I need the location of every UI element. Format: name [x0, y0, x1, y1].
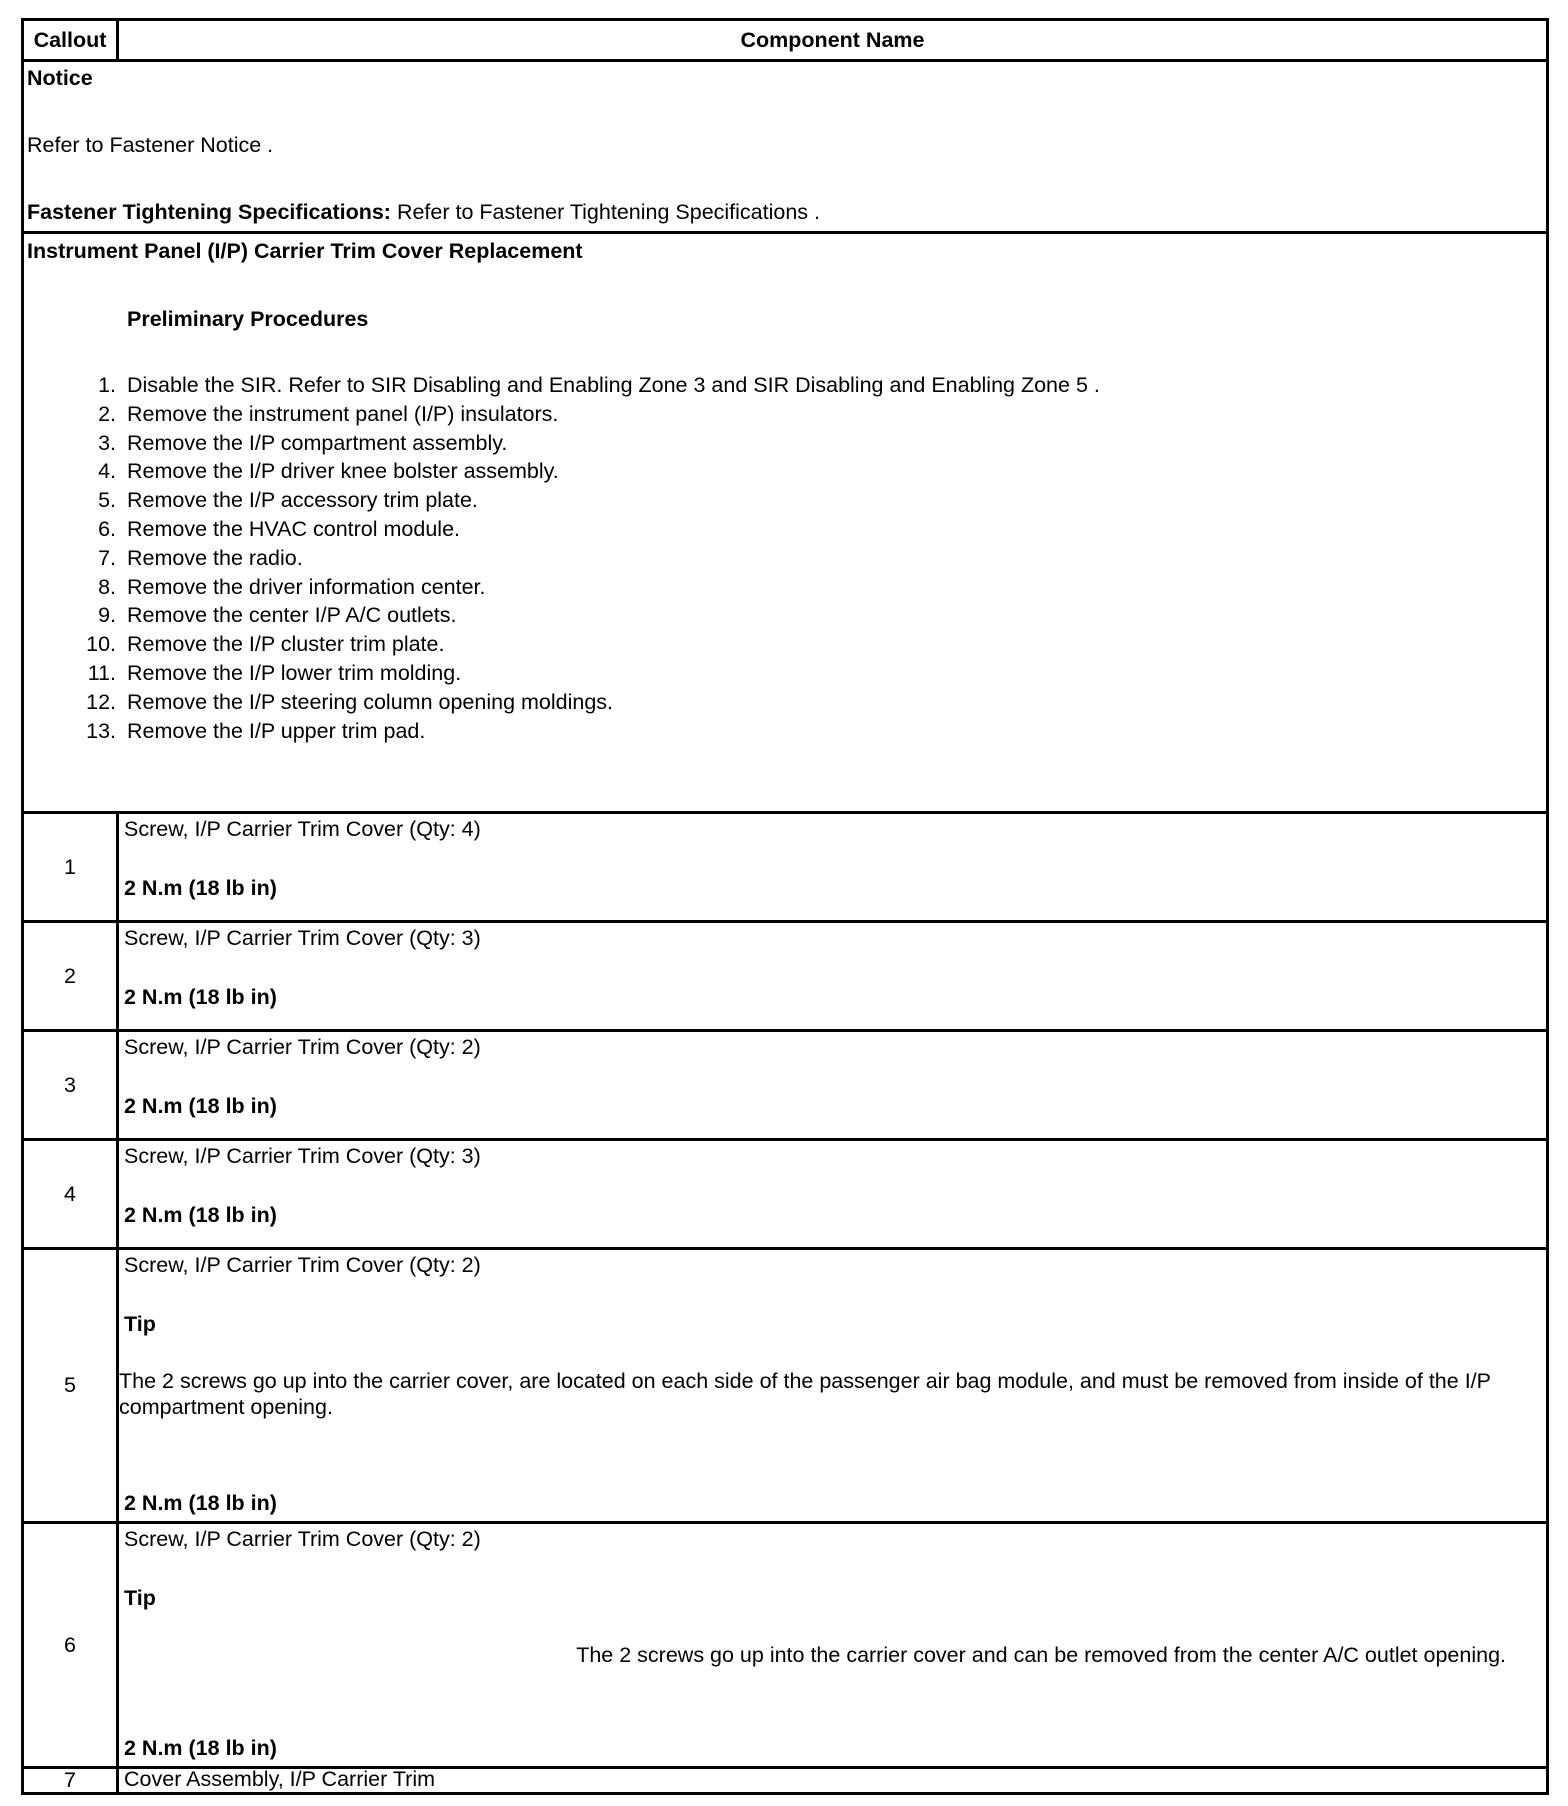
component-cell	[119, 1032, 1546, 1138]
notice-title: Notice	[27, 66, 93, 90]
component-table	[21, 18, 1549, 1795]
callout-row	[24, 814, 1546, 923]
step-text: Remove the radio.	[127, 545, 303, 570]
torque-spec: 2 N.m (18 lb in)	[124, 1203, 277, 1227]
step-text: Remove the I/P steering column opening moldings.	[127, 689, 614, 714]
component-name: Cover Assembly, I/P Carrier Trim	[124, 1767, 436, 1791]
torque-spec: 2 N.m (18 lb in)	[124, 985, 277, 1009]
callout-number: 2	[24, 923, 119, 1029]
procedure-row	[24, 234, 1546, 814]
callout-number: 5	[24, 1250, 119, 1521]
step-number: 1.	[98, 373, 116, 397]
callout-row	[24, 923, 1546, 1032]
step-text: Remove the I/P accessory trim plate.	[127, 488, 478, 513]
step-number: 11.	[87, 661, 116, 685]
preliminary-procedures-title: Preliminary Procedures	[127, 307, 369, 331]
callout-row	[24, 1250, 1546, 1524]
torque-spec: 2 N.m (18 lb in)	[124, 876, 277, 900]
step-text: Remove the center I/P A/C outlets.	[127, 603, 457, 628]
component-name: Screw, I/P Carrier Trim Cover (Qty: 2)	[124, 1035, 481, 1059]
component-cell	[119, 1769, 1546, 1792]
step-number: 10.	[86, 632, 116, 657]
callout-number: 7	[24, 1769, 119, 1792]
callout-number: 4	[24, 1141, 119, 1247]
component-name: Screw, I/P Carrier Trim Cover (Qty: 2)	[124, 1253, 481, 1277]
step-number: 6.	[98, 517, 116, 541]
step-text: Disable the SIR. Refer to SIR Disabling and Enabling Zone 3 and SIR Disabling and Enabling Zone 5 .	[127, 373, 1100, 397]
callout-number: 3	[24, 1032, 119, 1138]
callout-row	[24, 1141, 1546, 1250]
component-name: Screw, I/P Carrier Trim Cover (Qty: 4)	[124, 817, 481, 841]
step-number: 5.	[98, 488, 116, 513]
procedure-title: Instrument Panel (I/P) Carrier Trim Cover Replacement	[27, 239, 583, 263]
component-name-column-header: Component Name	[740, 27, 925, 52]
step-number: 7.	[98, 545, 116, 570]
step-text: Remove the I/P driver knee bolster assembly.	[127, 459, 559, 484]
torque-spec: 2 N.m (18 lb in)	[124, 1491, 277, 1515]
torque-spec: 2 N.m (18 lb in)	[124, 1094, 277, 1118]
component-name: Screw, I/P Carrier Trim Cover (Qty: 3)	[124, 1144, 481, 1168]
table-header-row	[24, 21, 1546, 62]
step-number: 9.	[98, 603, 116, 628]
fastener-spec-line	[27, 199, 820, 225]
step-number: 3.	[98, 430, 116, 455]
callout-column-header: Callout	[24, 21, 119, 59]
step-text: Remove the I/P upper trim pad.	[127, 718, 426, 743]
component-cell	[119, 1524, 1546, 1766]
component-cell	[119, 923, 1546, 1029]
step-text: Remove the driver information center.	[127, 574, 486, 599]
fastener-spec-text: Refer to Fastener Tightening Specifications .	[390, 200, 821, 224]
step-text: Remove the I/P lower trim molding.	[127, 661, 462, 685]
step-number: 8.	[98, 574, 116, 599]
callout-row	[24, 1032, 1546, 1141]
tip-text: The 2 screws go up into the carrier cover, are located on each side of the passenger air bag module, and must be removed from inside of the I/P compartment opening.	[119, 1369, 1491, 1419]
component-name: Screw, I/P Carrier Trim Cover (Qty: 3)	[124, 926, 481, 950]
step-number: 12.	[86, 689, 116, 714]
notice-row	[24, 62, 1546, 234]
tip-label: Tip	[124, 1586, 156, 1610]
callout-row	[24, 1524, 1546, 1769]
step-text: Remove the I/P cluster trim plate.	[127, 632, 445, 657]
step-text: Remove the HVAC control module.	[127, 517, 460, 541]
callout-row	[24, 1769, 1546, 1792]
notice-text: Refer to Fastener Notice .	[27, 133, 274, 157]
tip-text: The 2 screws go up into the carrier cover and can be removed from the center A/C outlet opening.	[576, 1643, 1506, 1667]
component-cell	[119, 1250, 1546, 1521]
torque-spec: 2 N.m (18 lb in)	[124, 1736, 277, 1760]
fastener-spec-label: Fastener Tightening Specifications:	[27, 200, 391, 224]
component-cell	[119, 1141, 1546, 1247]
step-text: Remove the I/P compartment assembly.	[127, 430, 508, 455]
callout-number: 1	[24, 814, 119, 920]
step-number: 13.	[86, 718, 116, 743]
step-text: Remove the instrument panel (I/P) insulators.	[127, 401, 559, 426]
step-number: 2.	[98, 401, 116, 426]
step-number: 4.	[98, 459, 116, 484]
component-cell	[119, 814, 1546, 920]
callout-number: 6	[24, 1524, 119, 1766]
tip-label: Tip	[124, 1312, 156, 1336]
component-name: Screw, I/P Carrier Trim Cover (Qty: 2)	[124, 1527, 481, 1551]
